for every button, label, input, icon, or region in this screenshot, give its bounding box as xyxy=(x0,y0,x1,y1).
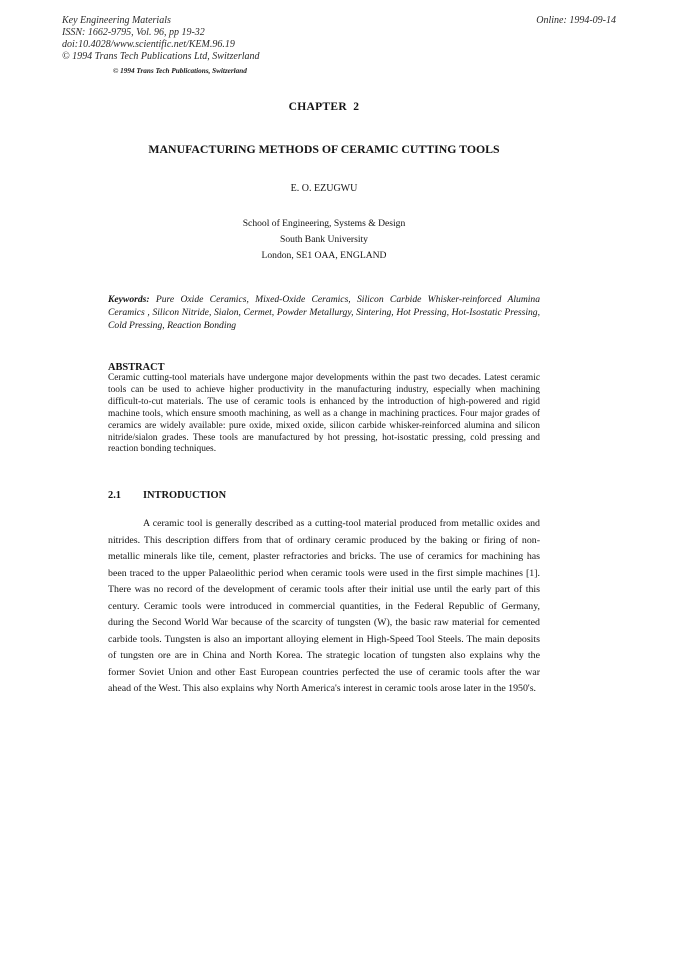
paper-title: MANUFACTURING METHODS OF CERAMIC CUTTING TOOLS xyxy=(148,142,500,156)
section-number: 2.1 xyxy=(108,490,121,501)
chapter-heading: CHAPTER 2 xyxy=(288,101,360,113)
journal-name: Key Engineering Materials xyxy=(62,15,171,26)
doi-link[interactable]: doi:10.4028/www.scientific.net/KEM.96.19 xyxy=(62,39,235,50)
introduction-paragraph: A ceramic tool is generally described as a cutting-tool material produced from metallic oxides and nitrides. This description differs from that of ordinary ceramic produced by the baking or firing of non-metallic minerals like tile, cement, plaster refractories and bricks. The use of ceramics for machining has been traced to the upper Palaeolithic period when ceramic tools were used in the first simple machines [1]. There was no record of the development of ceramic tools after their initial use until the early part of this century. Ceramic tools were introduced in commercial quantities, in the Federal Republic of Germany, during the Second World War because of the scarcity of tungsten (W), the basic raw material for cemented carbide tools. Tungsten is also an important alloying element in High-Speed Tool Steels. The main deposits of tungsten ore are in China and North Korea. The strategic location of tungsten also explains why the former Soviet Union and other East European countries perfected the use of ceramic tools after the war ahead of the West. This also explains why North America's interest in ceramic tools arose later in the 1950's. xyxy=(108,518,540,695)
keywords-block xyxy=(108,293,540,333)
affiliation-line-3: London, SE1 OAA, ENGLAND xyxy=(261,250,387,261)
section-heading xyxy=(108,490,226,501)
section-title: INTRODUCTION xyxy=(143,490,227,501)
affiliation-line-1: School of Engineering, Systems & Design xyxy=(242,218,406,229)
affiliation-line-2: South Bank University xyxy=(280,234,368,245)
copyright-line: © 1994 Trans Tech Publications Ltd, Switzerland xyxy=(62,51,260,62)
keywords-label: Keywords: xyxy=(108,294,150,305)
online-date: Online: 1994-09-14 xyxy=(536,15,616,26)
abstract-heading: ABSTRACT xyxy=(108,362,165,373)
keywords-text: Pure Oxide Ceramics, Mixed-Oxide Ceramics, Silicon Carbide Whisker-reinforced Alumina Ceramics , Silicon Nitride, Sialon, Cermet, Powder Metallurgy, Sintering, Hot Pressing, Hot-Isostatic Pressing, Cold Pressing, Reaction Bonding xyxy=(108,294,541,332)
author-name: E. O. EZUGWU xyxy=(290,183,358,194)
abstract-text: Ceramic cutting-tool materials have undergone major developments within the past two decades. Latest ceramic tools can be used to achieve higher productivity in the manufacturing industry, especially when machining difficult-to-cut materials. The use of ceramic tools is enhanced by the introduction of high-powered and rigid machine tools, which ensure smooth machining, as well as a change in machining practices. Four major grades of ceramics are widely available: pure oxide, mixed oxide, silicon carbide whisker-reinforced alumina and silicon nitride/sialon grades. These tools are manufactured by hot pressing, hot-isostatic pressing, cold pressing and reaction bonding techniques. xyxy=(108,373,540,455)
issn-line: ISSN: 1662-9795, Vol. 96, pp 19-32 xyxy=(62,27,205,38)
copyright-small: © 1994 Trans Tech Publications, Switzerland xyxy=(113,67,247,75)
